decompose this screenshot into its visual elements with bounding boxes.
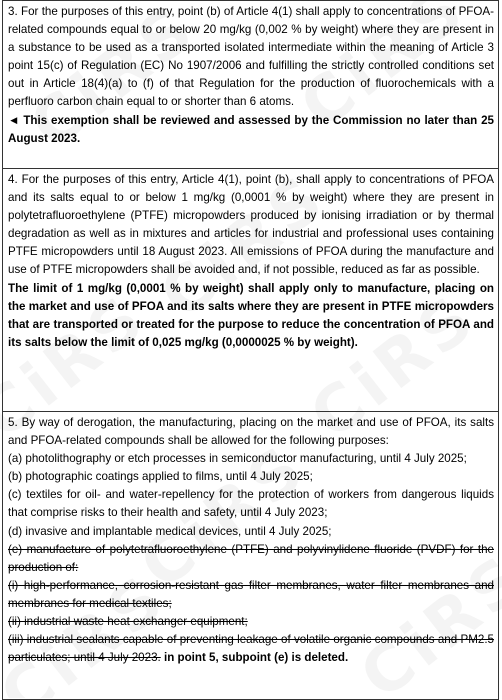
list-item: (d) invasive and implantable medical devices, until 4 July 2025; — [8, 524, 332, 538]
regulation-table — [2, 0, 499, 700]
list-item: (c) textiles for oil- and water-repellency for the protection of workers from dangerous liquids that comprise risks to their health and safety, until 4 July 2023; — [8, 488, 494, 520]
table-row — [3, 1, 499, 169]
deleted-item: (i) high-performance, corrosion-resistant gas filter membranes, water filter membranes and membranes for medical textiles; — [8, 578, 494, 610]
table-row — [3, 412, 499, 700]
paragraph-3-cell — [3, 1, 499, 169]
table-row — [3, 169, 499, 412]
deleted-item: (e) manufacture of polytetrafluoroethylene (PTFE) and polyvinylidene fluoride (PVDF) for the production of: — [8, 542, 494, 574]
paragraph-5-intro: 5. By way of derogation, the manufacturing, placing on the market and use of PFOA, its salts and PFOA-related compounds shall be allowed for the following purposes: — [8, 416, 494, 448]
paragraph-3-text: 3. For the purposes of this entry, point (b) of Article 4(1) shall apply to concentrations of PFOA-related compounds equal to or below 20 mg/kg (0,002 % by weight) where they are present in a substance to be used as a transported isolated intermediate within the meaning of Article 3 point 15(c) of Regulation (EC) No 1907/2006 and fulfilling the strictly controlled conditions set out in Article 18(4)(a) to (f) of that Regulation for the production of fluorochemicals with a perfluoro carbon chain equal to or shorter than 6 atoms. — [8, 5, 494, 109]
deleted-item-with-note — [8, 631, 494, 667]
paragraph-3-review-note: ◄ This exemption shall be reviewed and assessed by the Commission no later than 25 August 2023. — [8, 113, 494, 145]
paragraph-4-text: 4. For the purposes of this entry, Article 4(1), point (b), shall apply to concentrations of PFOA and its salts equal to or below 1 mg/kg (0,0001 % by weight) where they are present in polytetrafluoroethylene (PTFE) micropowders produced by ionising irradiation or by thermal degradation as well as in mixtures and articles for industrial and professional uses containing PTFE micropowders until 18 August 2023. All emissions of PFOA during the manufacture and use of PTFE micropowders shall be avoided and, if not possible, reduced as far as possible. — [8, 173, 494, 277]
list-item: (a) photolithography or etch processes in semiconductor manufacturing, until 4 July 2025; — [8, 452, 467, 466]
document-page — [2, 0, 499, 697]
deletion-note: in point 5, subpoint (e) is deleted. — [160, 651, 349, 665]
paragraph-5-cell — [3, 412, 499, 700]
deleted-item: (iii) industrial sealants capable of preventing leakage of volatile organic compounds and PM2.5 particulates; until 4 July 2023. — [8, 633, 494, 665]
paragraph-4-cell — [3, 169, 499, 412]
deleted-item: (ii) industrial waste heat exchanger equipment; — [8, 615, 248, 629]
paragraph-4-limit-note: The limit of 1 mg/kg (0,0001 % by weight) shall apply only to manufacture, placing on the market and use of PFOA and its salts where they are present in PTFE micropowders that are transported or treated for the purpose to reduce the concentration of PFOA and its salts below the limit of 0,025 mg/kg (0,0000025 % by weight). — [8, 281, 494, 349]
list-item: (b) photographic coatings applied to films, until 4 July 2025; — [8, 470, 313, 484]
